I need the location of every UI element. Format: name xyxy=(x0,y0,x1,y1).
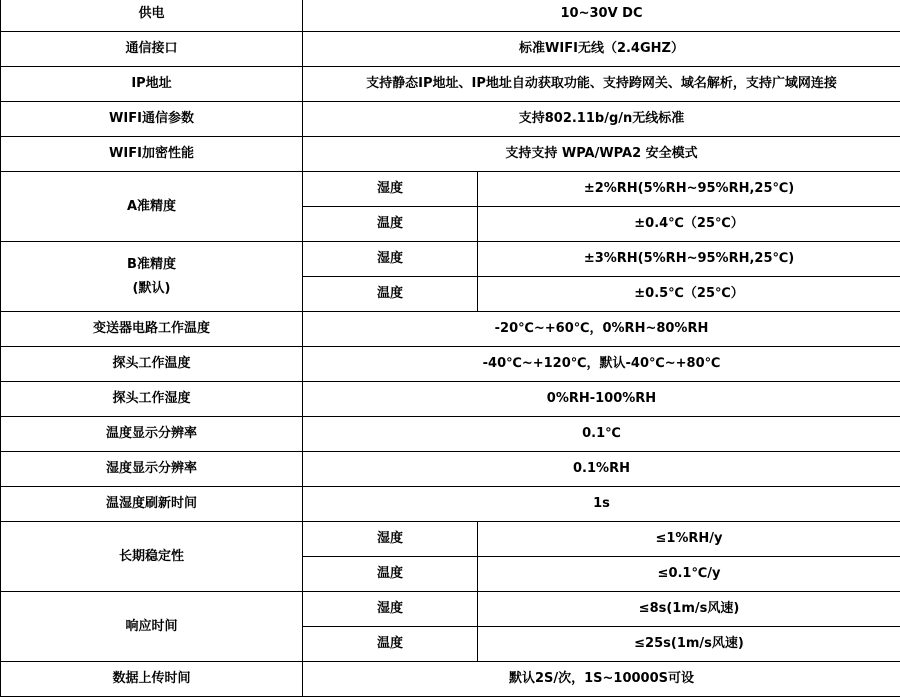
row-label-line: B准精度 xyxy=(1,256,302,274)
row-label: 通信接口 xyxy=(1,32,303,67)
row-value: 默认2S/次，1S~10000S可设 xyxy=(303,662,900,697)
sub-value: ±0.4℃（25℃） xyxy=(478,207,900,242)
row-label: 探头工作湿度 xyxy=(1,382,303,417)
table-row xyxy=(1,0,900,32)
sub-value: ±3%RH(5%RH~95%RH,25℃) xyxy=(478,242,900,277)
sub-value: ±0.5℃（25℃） xyxy=(478,277,900,312)
row-label: 温湿度刷新时间 xyxy=(1,487,303,522)
table-row xyxy=(1,172,900,207)
sub-label: 湿度 xyxy=(303,522,478,557)
sub-label: 温度 xyxy=(303,627,478,662)
table-row xyxy=(1,662,900,697)
row-value: -40℃~+120℃，默认-40℃~+80℃ xyxy=(303,347,900,382)
row-value: 10~30V DC xyxy=(303,0,900,32)
row-label: 数据上传时间 xyxy=(1,662,303,697)
table-row xyxy=(1,347,900,382)
sub-label: 温度 xyxy=(303,207,478,242)
sub-label: 湿度 xyxy=(303,242,478,277)
table-row xyxy=(1,382,900,417)
sub-label: 湿度 xyxy=(303,172,478,207)
sub-value: ≤25s(1m/s风速) xyxy=(478,627,900,662)
row-label: 响应时间 xyxy=(1,592,303,662)
table-row xyxy=(1,592,900,627)
row-label: 变送器电路工作温度 xyxy=(1,312,303,347)
row-value: 0.1%RH xyxy=(303,452,900,487)
row-value: 0%RH-100%RH xyxy=(303,382,900,417)
row-value: 支持支持 WPA/WPA2 安全模式 xyxy=(303,137,900,172)
row-label: 长期稳定性 xyxy=(1,522,303,592)
table-row xyxy=(1,67,900,102)
table-row xyxy=(1,487,900,522)
table-row xyxy=(1,242,900,277)
row-label: IP地址 xyxy=(1,67,303,102)
row-value: 支持802.11b/g/n无线标准 xyxy=(303,102,900,137)
row-label: WIFI通信参数 xyxy=(1,102,303,137)
row-label: 探头工作温度 xyxy=(1,347,303,382)
sub-value: ≤0.1℃/y xyxy=(478,557,900,592)
row-label: 湿度显示分辨率 xyxy=(1,452,303,487)
table-row xyxy=(1,417,900,452)
sub-value: ±2%RH(5%RH~95%RH,25℃) xyxy=(478,172,900,207)
table-row xyxy=(1,32,900,67)
row-value: 1s xyxy=(303,487,900,522)
row-label-line: (默认) xyxy=(1,280,302,298)
table-row xyxy=(1,312,900,347)
sub-label: 温度 xyxy=(303,277,478,312)
row-label: 供电 xyxy=(1,0,303,32)
table-row xyxy=(1,102,900,137)
sub-label: 温度 xyxy=(303,557,478,592)
row-value: -20℃~+60℃，0%RH~80%RH xyxy=(303,312,900,347)
table-row xyxy=(1,137,900,172)
row-label: A准精度 xyxy=(1,172,303,242)
sub-value: ≤1%RH/y xyxy=(478,522,900,557)
row-label: 温度显示分辨率 xyxy=(1,417,303,452)
table-row xyxy=(1,522,900,557)
sub-value: ≤8s(1m/s风速) xyxy=(478,592,900,627)
table-row xyxy=(1,452,900,487)
row-value: 0.1℃ xyxy=(303,417,900,452)
row-value: 支持静态IP地址、IP地址自动获取功能、支持跨网关、域名解析，支持广域网连接 xyxy=(303,67,900,102)
row-label: WIFI加密性能 xyxy=(1,137,303,172)
row-label xyxy=(1,242,303,312)
row-value: 标准WIFI无线（2.4GHZ） xyxy=(303,32,900,67)
sub-label: 湿度 xyxy=(303,592,478,627)
